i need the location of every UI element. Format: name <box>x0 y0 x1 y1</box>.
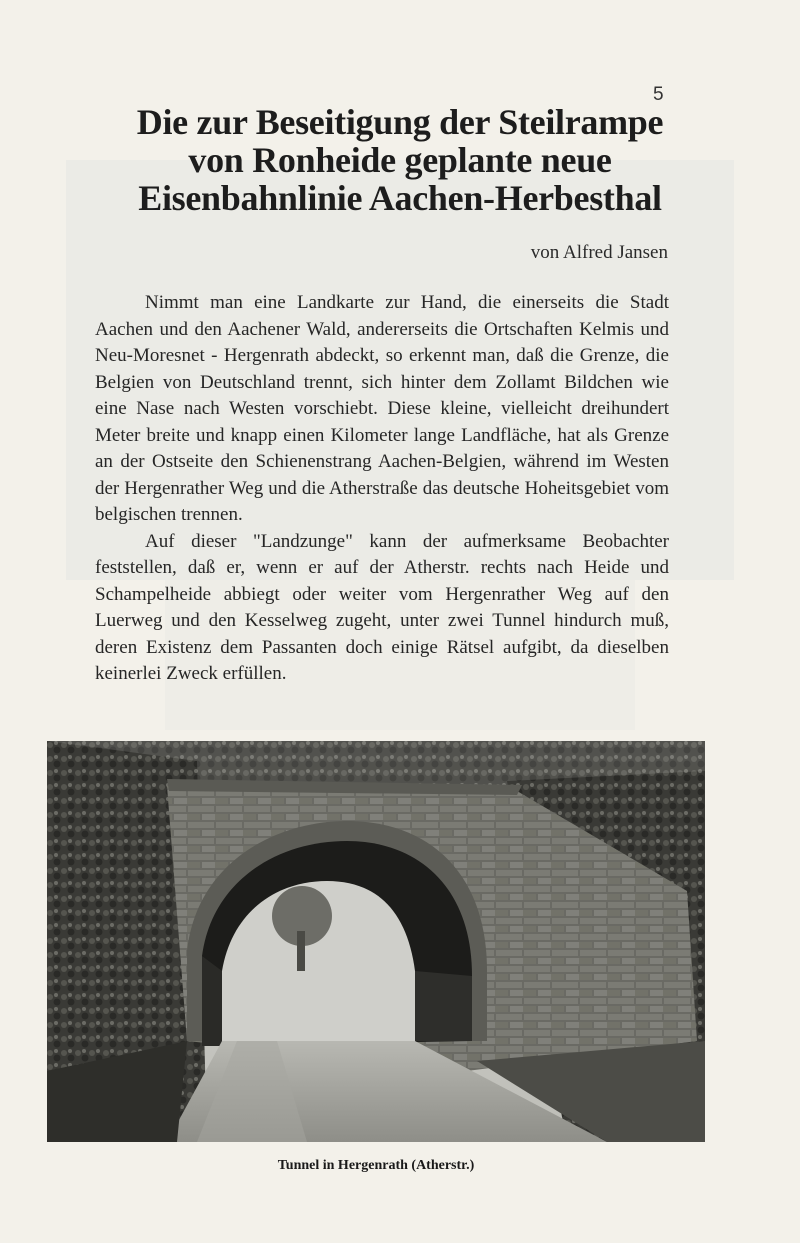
page-title <box>60 103 740 217</box>
author-line: von Alfred Jansen <box>530 242 668 263</box>
title-line: Eisenbahnlinie Aachen-Herbesthal <box>138 178 662 218</box>
paragraph: Nimmt man eine Landkarte zur Hand, die einerseits die Stadt Aachen und den Aachener Wald, andererseits die Ortschaften Kelmis und Neu-Moresnet - Hergenrath abdeckt, so erkennt man, daß die Grenze, die Belgien von Deutschland trennt, sich hinter dem Zollamt Bildchen wie eine Nase nach Westen vorschiebt. Diese kleine, vielleicht dreihundert Meter breite und knapp einen Kilometer lange Landfläche, hat als Grenze an der Ostseite den Schienenstrang Aachen-Belgien, während im Westen der Hergenrather Weg und die Atherstraße das deutsche Hoheitsgebiet vom belgischen trennen. <box>95 292 669 525</box>
page-number: 5 <box>653 84 664 105</box>
title-line: von Ronheide geplante neue <box>188 140 612 180</box>
article-body <box>95 290 669 688</box>
paragraph: Auf dieser "Landzunge" kann der aufmerksame Beobachter feststellen, daß er, wenn er auf der Atherstr. rechts nach Heide und Schampelheide abbiegt oder weiter vom Hergenrather Weg auf den Luerweg und den Kesselweg zugeht, unter zwei Tunnel hindurch muß, deren Existenz dem Passanten doch einige Rätsel aufgibt, da dieselben keinerlei Zweck erfüllen. <box>95 530 669 684</box>
title-line: Die zur Beseitigung der Steilrampe <box>136 102 664 142</box>
photo-caption: Tunnel in Hergenrath (Atherstr.) <box>277 1158 475 1173</box>
tunnel-photo <box>47 741 705 1142</box>
